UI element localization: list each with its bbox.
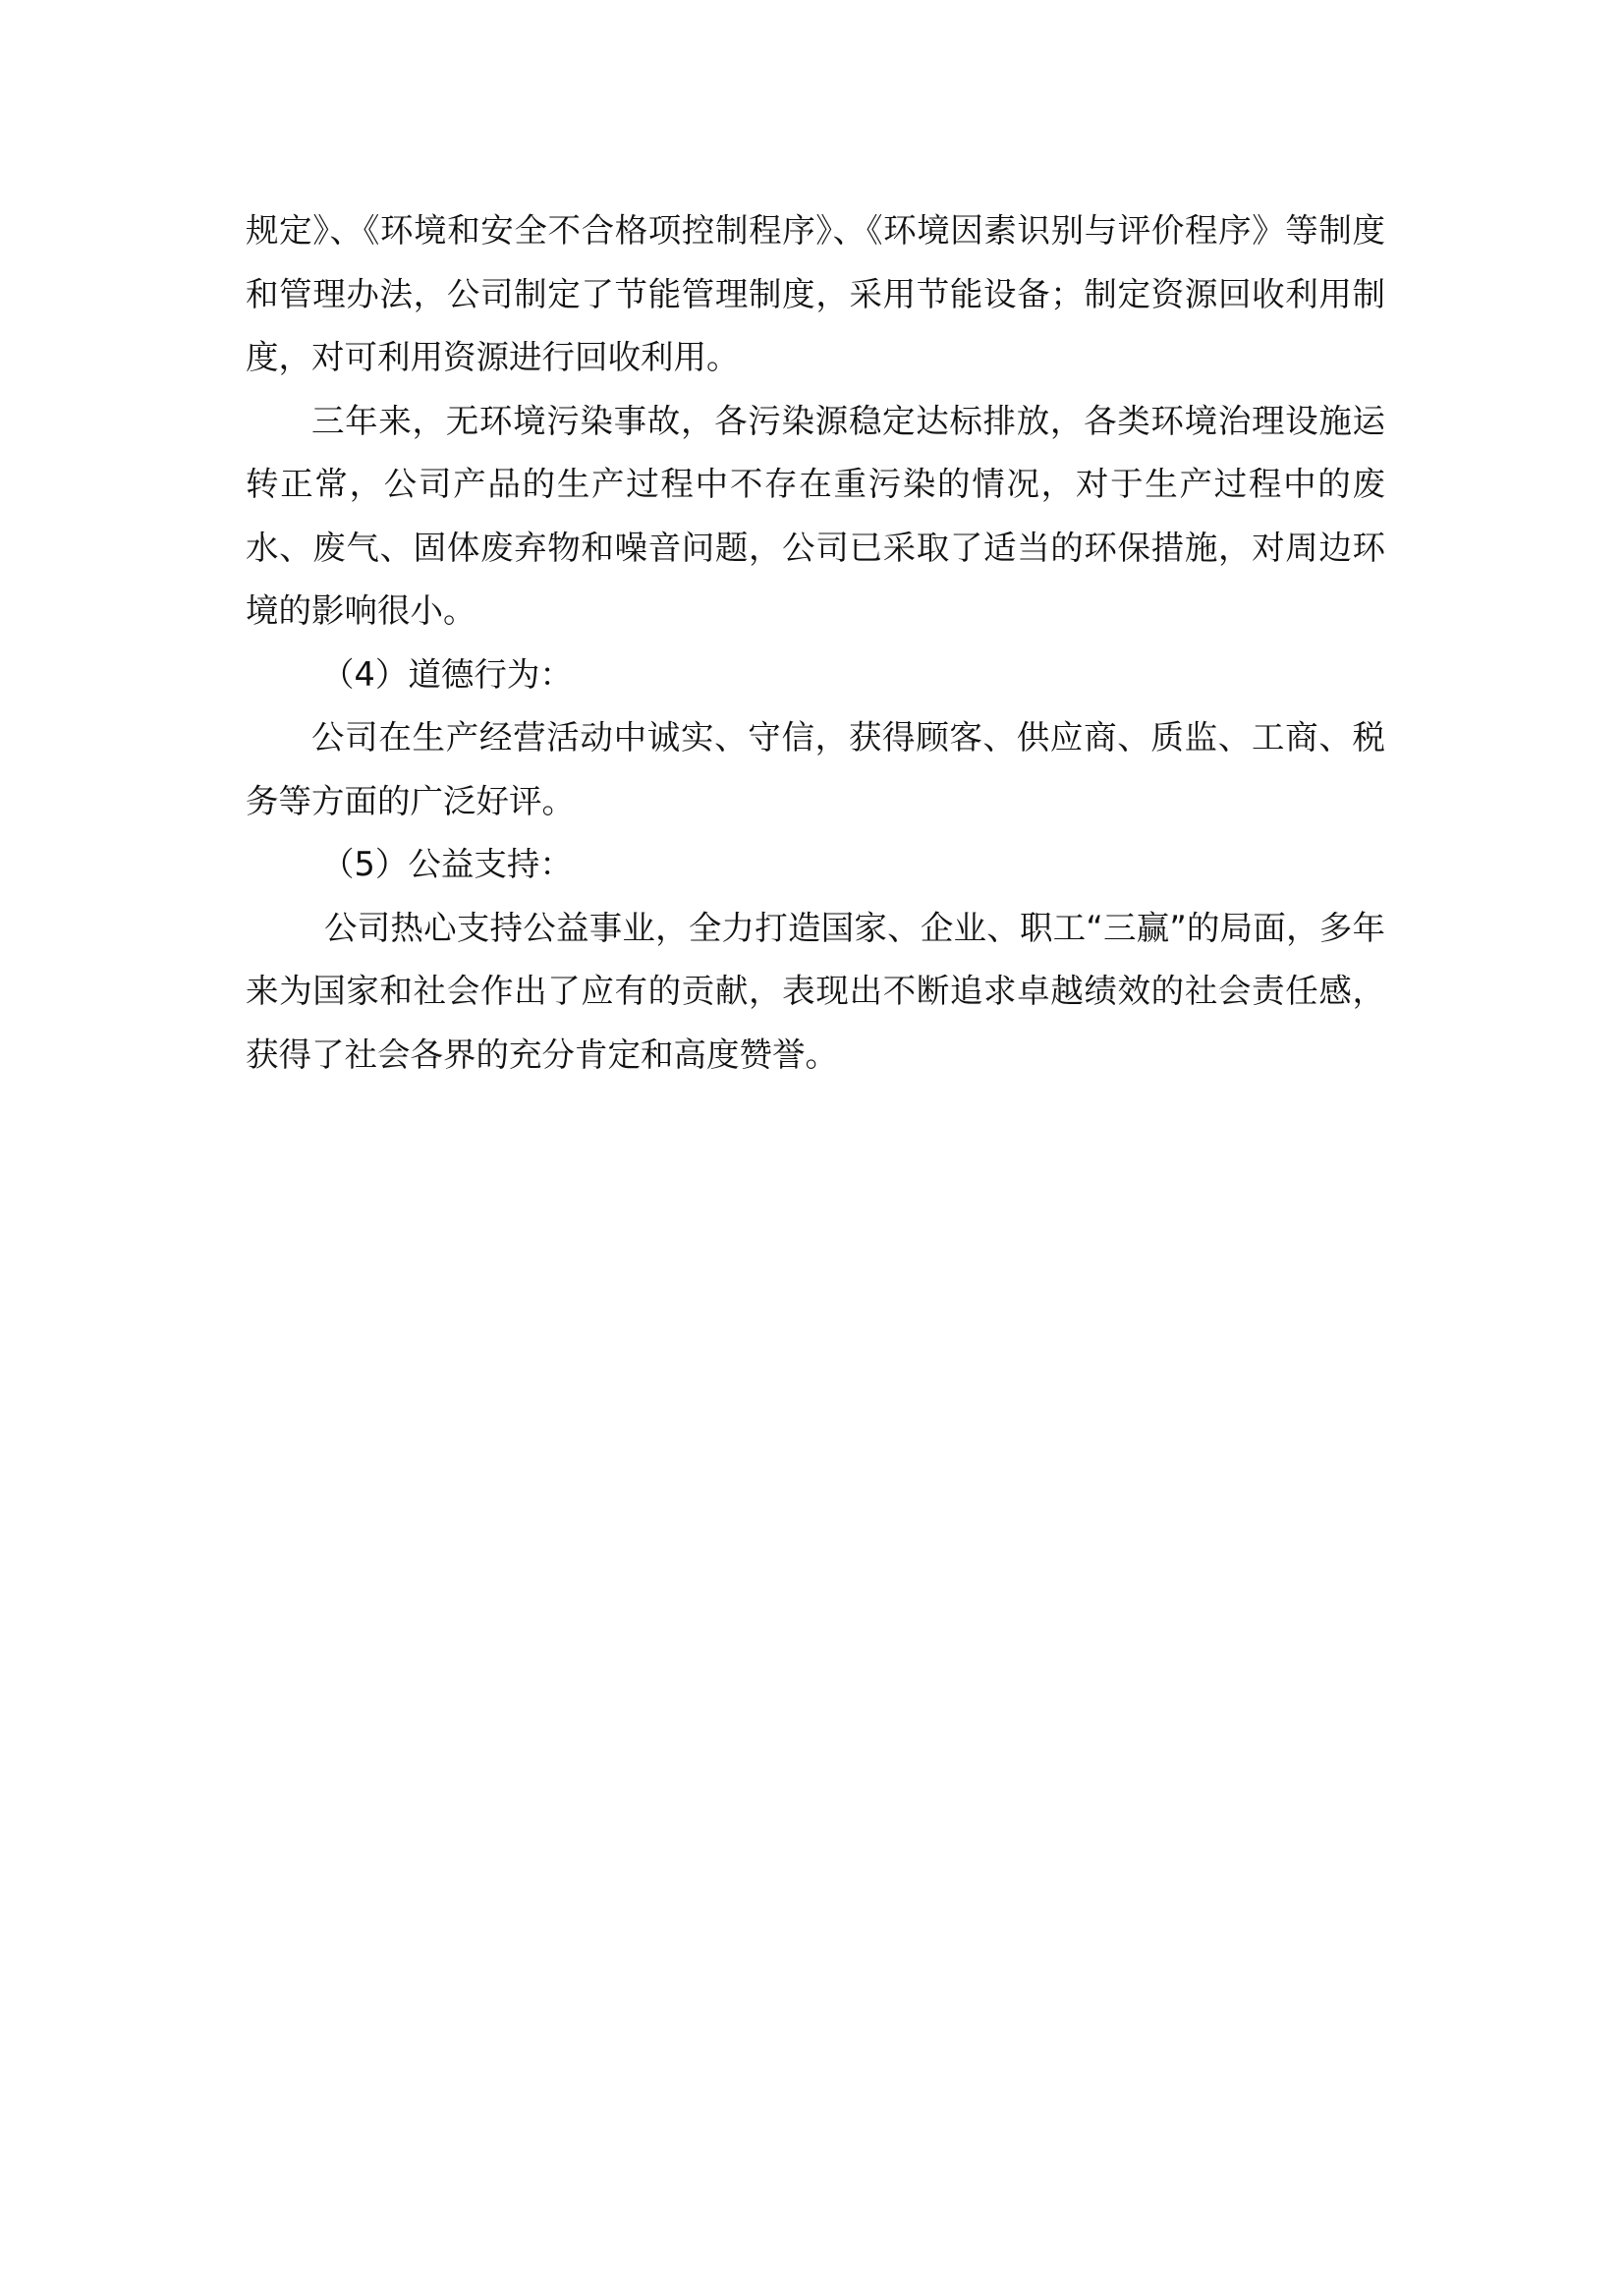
section-heading-public-welfare: （5）公益支持： xyxy=(321,845,573,883)
paragraph-three-years: 三年来，无环境污染事故，各污染源稳定达标排放，各类环境治理设施运转正常，公司产品的生产过程中不存在重污染的情况，对于生产过程中的废水、废气、固体废弃物和噪音问题，公司已采取了适当的环保措施，对周边环境的影响很小。 xyxy=(246,401,1385,630)
paragraph-public-welfare: 公司热心支持公益事业，全力打造国家、企业、职工“三赢”的局面，多年来为国家和社会作出了应有的贡献，表现出不断追求卓越绩效的社会责任感，获得了社会各界的充分肯定和高度赞誉。 xyxy=(246,908,1385,1074)
paragraph-continuation: 规定》、《环境和安全不合格项控制程序》、《环境因素识别与评价程序》等制度和管理办法，公司制定了节能管理制度，采用节能设备；制定资源回收利用制度，对可利用资源进行回收利用。 xyxy=(246,211,1385,376)
paragraph-ethics: 公司在生产经营活动中诚实、守信，获得顾客、供应商、质监、工商、税务等方面的广泛好评。 xyxy=(246,718,1385,820)
section-heading-ethics: （4）道德行为： xyxy=(321,654,573,694)
document-body xyxy=(246,199,1385,1087)
